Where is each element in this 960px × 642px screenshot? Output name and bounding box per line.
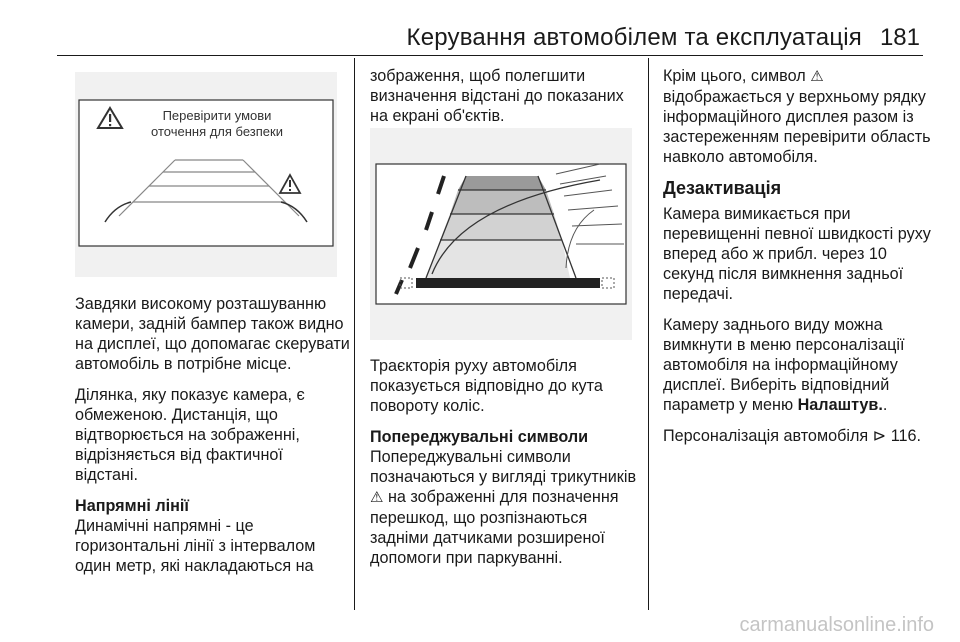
watermark: carmanualsonline.info <box>739 614 934 636</box>
column-divider-right <box>648 58 649 610</box>
page-reference-arrow-icon: ⊳ <box>872 427 887 445</box>
trajectory-illustration <box>370 128 632 340</box>
camera-display-figure <box>75 72 337 277</box>
text-fragment: Камеру заднього виду можна вимкнути в меню персоналізації автомобіля на інформаційному дисплеї. Виберіть відповідний параметр у меню <box>663 316 905 414</box>
camera-display-illustration <box>75 72 337 277</box>
column-divider-left <box>354 58 355 610</box>
menu-name: Налаштув. <box>797 396 883 414</box>
text-fragment: Попереджувальні символи позначаються у вигляді трикутників <box>370 448 637 486</box>
text-fragment: на зображенні для позначення перешкод, що розпізнаються задніми датчиками розширеної допомоги при паркуванні. <box>370 488 619 567</box>
column-2-top <box>370 66 638 137</box>
paragraph-reference <box>663 426 933 446</box>
warning-message-line1: Перевірити умови <box>162 108 272 123</box>
text-fragment: Персоналізація автомобіля <box>663 427 869 445</box>
reference-page: 116. <box>890 427 922 445</box>
paragraph-area: Ділянка, яку показує камера, є обмеженою. Дистанція, що відтворюється на зображенні, відрізняється від фактичної відстані. <box>75 386 305 484</box>
paragraph-trajectory: Траєкторія руху автомобіля показується відповідно до кута повороту коліс. <box>370 357 603 415</box>
heading-warning-symbols: Попереджувальні символи <box>370 428 589 446</box>
paragraph-warning-symbols <box>370 447 638 568</box>
column-1 <box>75 294 350 587</box>
warning-triangle-icon: ⚠ <box>810 68 824 85</box>
header-rule <box>57 55 923 56</box>
bumper-bar <box>400 278 614 288</box>
paragraph-auto-off: Камера вимикається при перевищенні певної швидкості руху вперед або ж прибл. через 10 секунд після вимкнення задньої передачі. <box>663 205 931 303</box>
paragraph-image-distance: зображення, щоб полегшити визначення відстані до показаних на екрані об'єктів. <box>370 67 624 125</box>
warning-message-line2: оточення для безпеки <box>151 124 283 139</box>
heading-deactivation: Дезактивація <box>663 178 782 198</box>
paragraph-menu-off <box>663 315 933 415</box>
warning-triangle-icon: ⚠ <box>370 489 384 506</box>
page-title: Керування автомобілем та експлуатація <box>406 24 862 51</box>
text-fragment: . <box>882 396 888 414</box>
trajectory-figure <box>370 128 632 340</box>
text-fragment: відображається у верхньому рядку інформаційного дисплея разом із застереженням перевірити область навколо автомобіля. <box>663 88 931 166</box>
paragraph-symbol-info <box>663 66 933 167</box>
paragraph-bumper: Завдяки високому розташуванню камери, задній бампер також видно на дисплеї, що допомагає скерувати автомобіль в потрібне місце. <box>75 295 350 373</box>
column-2-bottom <box>370 356 638 579</box>
column-3 <box>663 66 933 457</box>
page-number: 181 <box>879 24 920 51</box>
paragraph-dynamic-lines: Динамічні напрямні - це горизонтальні лінії з інтервалом один метр, які накладаються на <box>75 517 316 575</box>
heading-guidelines: Напрямні лінії <box>75 497 189 515</box>
text-fragment: Крім цього, символ <box>663 67 806 85</box>
page-header <box>0 0 960 52</box>
